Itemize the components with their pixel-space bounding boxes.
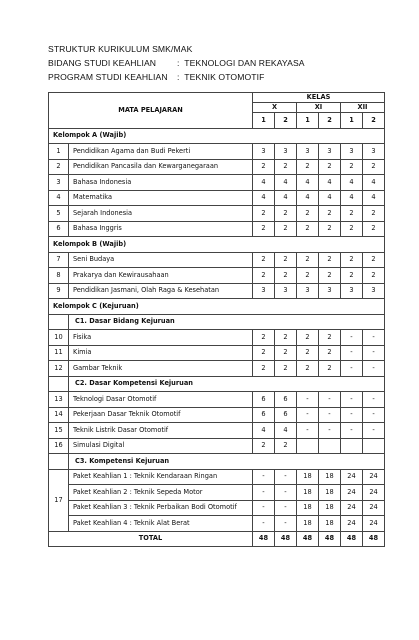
table-row [49,252,385,268]
semester-header: 2 [275,113,297,129]
row-number: 15 [49,423,69,439]
subgroup-row [49,454,385,470]
hours-cell: 2 [297,345,319,361]
bidang-studi-line [48,58,305,68]
hours-cell: 4 [253,190,275,206]
table-row [49,345,385,361]
hours-cell: 18 [297,500,319,516]
hours-cell: 3 [363,144,385,160]
hours-cell [363,438,385,454]
hours-cell: 6 [275,407,297,423]
hours-cell: - [319,423,341,439]
hours-cell: 3 [319,144,341,160]
hours-cell: - [275,485,297,501]
group-title: Kelompok A (Wajib) [49,128,385,144]
semester-header: 2 [319,113,341,129]
hours-cell: 4 [363,175,385,191]
hours-cell: - [253,469,275,485]
table-row [49,190,385,206]
subject-name: Seni Budaya [69,252,253,268]
curriculum-body [49,128,385,547]
hours-cell: - [319,407,341,423]
table-row [49,159,385,175]
table-row [49,144,385,160]
row-number: 14 [49,407,69,423]
hours-cell: 24 [363,516,385,532]
table-row [49,175,385,191]
hours-cell: 18 [319,516,341,532]
hours-cell: 18 [297,469,319,485]
row-number: 17 [49,469,69,531]
hours-cell: 2 [363,221,385,237]
hours-cell: 4 [275,423,297,439]
total-cell: 48 [297,531,319,547]
hours-cell: 2 [319,361,341,377]
total-cell: 48 [341,531,363,547]
total-cell: 48 [253,531,275,547]
table-row [49,438,385,454]
subject-name: Sejarah Indonesia [69,206,253,222]
hours-cell: 2 [275,159,297,175]
hours-cell: 6 [275,392,297,408]
hours-cell: 2 [319,159,341,175]
table-row [49,330,385,346]
hours-cell: 2 [275,345,297,361]
hours-cell: 3 [275,144,297,160]
hours-cell: - [363,392,385,408]
group-title: Kelompok C (Kejuruan) [49,299,385,315]
subgroup-spacer [49,454,69,470]
table-row [49,516,385,532]
kelas-header: KELAS [253,93,385,103]
hours-cell: 4 [363,190,385,206]
subject-name: Teknik Listrik Dasar Otomotif [69,423,253,439]
row-number: 2 [49,159,69,175]
hours-cell [341,438,363,454]
hours-cell: 24 [341,516,363,532]
hours-cell: - [341,361,363,377]
hours-cell: 2 [297,252,319,268]
hours-cell: 2 [253,268,275,284]
hours-cell: 2 [341,159,363,175]
group-row [49,237,385,253]
row-number: 4 [49,190,69,206]
hours-cell: 3 [363,283,385,299]
grade-header-x: X [253,103,297,113]
row-number: 5 [49,206,69,222]
table-row [49,407,385,423]
hours-cell: 4 [341,175,363,191]
hours-cell: 2 [341,268,363,284]
hours-cell: 3 [253,283,275,299]
subgroup-row [49,314,385,330]
subject-name: Paket Keahlian 2 : Teknik Sepeda Motor [69,485,253,501]
subgroup-spacer [49,376,69,392]
hours-cell: 2 [253,361,275,377]
row-number: 11 [49,345,69,361]
hours-cell: - [341,330,363,346]
total-cell: 48 [275,531,297,547]
subject-name: Prakarya dan Kewirausahaan [69,268,253,284]
hours-cell: 2 [253,206,275,222]
table-row [49,361,385,377]
hours-cell: 3 [275,283,297,299]
hours-cell: 3 [297,144,319,160]
row-number: 16 [49,438,69,454]
bidang-studi-label: BIDANG STUDI KEAHLIAN [48,58,157,68]
hours-cell: 2 [275,330,297,346]
hours-cell: 2 [297,221,319,237]
hours-cell: 4 [275,175,297,191]
row-number: 3 [49,175,69,191]
group-row [49,128,385,144]
hours-cell: 2 [319,330,341,346]
subgroup-row [49,376,385,392]
hours-cell: 6 [253,392,275,408]
program-studi-line [48,72,264,82]
hours-cell: 2 [319,345,341,361]
hours-cell: 2 [363,268,385,284]
hours-cell: 2 [363,206,385,222]
hours-cell: 2 [253,159,275,175]
hours-cell: - [275,500,297,516]
hours-cell [297,438,319,454]
table-row [49,221,385,237]
hours-cell: 3 [341,283,363,299]
group-row [49,299,385,315]
hours-cell: 2 [363,159,385,175]
row-number: 10 [49,330,69,346]
hours-cell: 24 [363,469,385,485]
hours-cell: 2 [253,221,275,237]
hours-cell: 24 [341,500,363,516]
hours-cell: - [363,423,385,439]
hours-cell: - [253,500,275,516]
hours-cell: 4 [253,423,275,439]
curriculum-table [48,92,385,547]
row-number: 12 [49,361,69,377]
subject-name: Pendidikan Agama dan Budi Pekerti [69,144,253,160]
table-row [49,283,385,299]
hours-cell: 2 [253,330,275,346]
row-number: 1 [49,144,69,160]
hours-cell: 2 [297,268,319,284]
subject-name: Paket Keahlian 3 : Teknik Perbaikan Bodi Otomotif [69,500,253,516]
subject-name: Simulasi Digital [69,438,253,454]
hours-cell: 4 [275,190,297,206]
total-row [49,531,385,547]
bidang-studi-value: : TEKNOLOGI DAN REKAYASA [177,58,305,68]
row-number: 9 [49,283,69,299]
program-studi-value: : TEKNIK OTOMOTIF [177,72,265,82]
hours-cell: - [341,392,363,408]
hours-cell: 2 [341,252,363,268]
hours-cell: 2 [253,252,275,268]
hours-cell: 2 [275,221,297,237]
hours-cell: - [253,516,275,532]
row-number: 13 [49,392,69,408]
hours-cell: - [363,361,385,377]
row-number: 8 [49,268,69,284]
hours-cell: 3 [253,144,275,160]
hours-cell: - [297,392,319,408]
table-row [49,500,385,516]
subgroup-title: C2. Dasar Kompetensi Kejuruan [69,376,385,392]
hours-cell: - [341,345,363,361]
subject-name: Pendidikan Jasmani, Olah Raga & Kesehatan [69,283,253,299]
hours-cell: 2 [319,252,341,268]
hours-cell: - [275,469,297,485]
hours-cell: 2 [275,438,297,454]
mata-pelajaran-header: MATA PELAJARAN [49,93,253,129]
table-row [49,392,385,408]
hours-cell: - [297,407,319,423]
hours-cell: 24 [363,485,385,501]
hours-cell: 18 [297,485,319,501]
hours-cell: 4 [319,190,341,206]
hours-cell: 4 [253,175,275,191]
subgroup-spacer [49,314,69,330]
grade-header-xii: XII [341,103,385,113]
row-number: 6 [49,221,69,237]
hours-cell: 2 [297,159,319,175]
subject-name: Matematika [69,190,253,206]
hours-cell: 24 [363,500,385,516]
subject-name: Bahasa Inggris [69,221,253,237]
hours-cell: 4 [319,175,341,191]
doc-title: STRUKTUR KURIKULUM SMK/MAK [48,44,193,54]
hours-cell: 2 [319,268,341,284]
subject-name: Gambar Teknik [69,361,253,377]
hours-cell: - [253,485,275,501]
hours-cell: - [363,407,385,423]
hours-cell: 2 [297,206,319,222]
semester-header: 2 [363,113,385,129]
hours-cell: 24 [341,485,363,501]
hours-cell: 2 [275,252,297,268]
subject-name: Paket Keahlian 1 : Teknik Kendaraan Ringan [69,469,253,485]
hours-cell: - [363,330,385,346]
hours-cell: 3 [341,144,363,160]
hours-cell [319,438,341,454]
hours-cell: 3 [319,283,341,299]
hours-cell: 2 [363,252,385,268]
hours-cell: - [319,392,341,408]
subject-name: Pendidikan Pancasila dan Kewarganegaraan [69,159,253,175]
subgroup-title: C1. Dasar Bidang Kejuruan [69,314,385,330]
subject-name: Bahasa Indonesia [69,175,253,191]
hours-cell: 18 [319,469,341,485]
hours-cell: 2 [297,330,319,346]
hours-cell: 4 [341,190,363,206]
semester-header: 1 [297,113,319,129]
hours-cell: 4 [297,190,319,206]
grade-header-xi: XI [297,103,341,113]
hours-cell: 2 [319,206,341,222]
subject-name: Paket Keahlian 4 : Teknik Alat Berat [69,516,253,532]
hours-cell: 2 [253,345,275,361]
hours-cell: - [297,423,319,439]
program-studi-label: PROGRAM STUDI KEAHLIAN [48,72,168,82]
hours-cell: 2 [341,206,363,222]
subject-name: Kimia [69,345,253,361]
group-title: Kelompok B (Wajib) [49,237,385,253]
hours-cell: 6 [253,407,275,423]
row-number: 7 [49,252,69,268]
table-row [49,423,385,439]
table-row [49,206,385,222]
total-cell: 48 [363,531,385,547]
hours-cell: 18 [319,500,341,516]
semester-header: 1 [253,113,275,129]
hours-cell: - [275,516,297,532]
hours-cell: - [341,423,363,439]
subject-name: Teknologi Dasar Otomotif [69,392,253,408]
hours-cell: 2 [275,361,297,377]
total-cell: 48 [319,531,341,547]
hours-cell: 2 [275,206,297,222]
total-label: TOTAL [49,531,253,547]
subject-name: Fisika [69,330,253,346]
hours-cell: 2 [297,361,319,377]
hours-cell: 2 [319,221,341,237]
hours-cell: 2 [253,438,275,454]
table-row [49,485,385,501]
hours-cell: 3 [297,283,319,299]
hours-cell: 18 [297,516,319,532]
hours-cell: - [363,345,385,361]
hours-cell: 4 [297,175,319,191]
semester-header: 1 [341,113,363,129]
hours-cell: 2 [341,221,363,237]
hours-cell: 18 [319,485,341,501]
subject-name: Pekerjaan Dasar Teknik Otomotif [69,407,253,423]
table-row [49,469,385,485]
hours-cell: - [341,407,363,423]
hours-cell: 24 [341,469,363,485]
hours-cell: 2 [275,268,297,284]
subgroup-title: C3. Kompetensi Kejuruan [69,454,385,470]
table-row [49,268,385,284]
